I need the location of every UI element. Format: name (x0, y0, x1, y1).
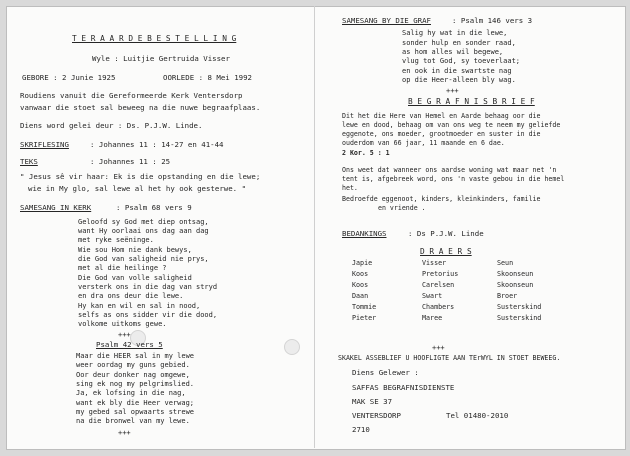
bearer-row (352, 269, 557, 280)
undertaker-phone: Tel 01480-2010 (446, 411, 509, 420)
bearer-relation: Susterskind (497, 303, 542, 311)
hymn-line: Die God van volle saligheid (78, 274, 192, 282)
thanks-label: BEDANKINGS (342, 229, 387, 238)
undertaker-town: VENTERSDORP (352, 411, 401, 420)
letter-line: Bedroefde eggenoot, kinders, kleinkinders, familie (342, 195, 541, 203)
hymn-line: want Hy oorlaai ons dag aan dag (78, 227, 209, 235)
bearer-surname: Pretorius (422, 270, 459, 278)
bearer-surname: Carelsen (422, 281, 455, 289)
text-label: TEKS (20, 157, 38, 166)
bearer-row (352, 258, 557, 269)
hymn-line: en ook in die swartste nag (402, 67, 512, 75)
bearer-relation: Seun (497, 259, 514, 267)
bearer-row (352, 302, 557, 313)
hymn-line: selfs as ons sidder vir die dood, (78, 311, 218, 319)
service-by-label: Diens Gelewer : (352, 368, 419, 377)
hymn-line: Wie sou Hom nie dank bewys, (78, 246, 192, 254)
hymn-line: Salig hy wat in die lewe, (402, 29, 508, 37)
bearer-relation: Skoonseun (497, 281, 534, 289)
death-date: OORLEDE : 8 Mei 1992 (163, 73, 252, 82)
bearer-first-name: Tommie (352, 303, 377, 311)
notice-line: Roudiens vanuit die Gereformeerde Kerk Ventersdorp (20, 91, 243, 100)
hymn-line: op die Heer-alleen bly wag. (402, 76, 516, 84)
hymn-line: met al die heilinge ? (78, 264, 167, 272)
hymn-line: na die bronwel van my lewe. (76, 417, 190, 425)
reading-value: : Johannes 11 : 14-27 en 41-44 (90, 140, 224, 149)
bearer-row (352, 291, 557, 302)
bearer-relation: Susterskind (497, 314, 542, 322)
hymn-line: die God van saligheid nie prys, (78, 255, 209, 263)
hymn-line: Geloofd sy God met diep ontsag, (78, 218, 209, 226)
grave-singing-label: SAMESANG BY DIE GRAF (342, 16, 431, 25)
hymn-line: sing ek nog my pelgrimslied. (76, 380, 195, 388)
fold-line (314, 6, 315, 448)
separator: +++ (118, 331, 131, 339)
undertaker-code: 2710 (352, 425, 370, 434)
scripture-ref: 2 Kor. 5 : 1 (342, 149, 390, 157)
bearer-relation: Skoonseun (497, 270, 534, 278)
separator: +++ (118, 429, 131, 437)
bearer-relation: Broer (497, 292, 518, 300)
grave-singing-value: : Psalm 146 vers 3 (452, 16, 533, 25)
hymn-line: want ek bly die Heer verwag; (76, 399, 195, 407)
notice-line: Diens word gelei deur : Ds. P.J.W. Linde. (20, 121, 203, 130)
bearer-first-name: Koos (352, 270, 369, 278)
letter-line: ouderdom van 66 jaar, 11 maande en 6 dae. (342, 139, 505, 147)
singing-label: SAMESANG IN KERK (20, 203, 92, 212)
bearer-surname: Visser (422, 259, 447, 267)
letter-line: Dit het die Here van Hemel en Aarde behaag oor die (342, 112, 541, 120)
hymn-line: Ja, ek lofsing in die nag, (76, 389, 186, 397)
hymn-line: versterk ons in die dag van stryd (78, 283, 218, 291)
letter-line: het. (342, 184, 358, 192)
undertaker-box: MAK SE 37 (352, 397, 393, 406)
bearer-first-name: Koos (352, 281, 369, 289)
text-value: : Johannes 11 : 25 (90, 157, 171, 166)
hymn-line: Oor deur donker nag omgewe, (76, 371, 190, 379)
letter-line: tent is, afgebreek word, ons 'n vaste gebou in die hemel (342, 175, 565, 183)
headlights-request: SKAKEL ASSEBLIEF U HOOFLIGTE AAN TErWYL IN STOET BEWEEG. (338, 354, 561, 362)
letter-line: lewe en dood, behaag om van ons weg te neem my geliefde (342, 121, 561, 129)
letter-line: Ons weet dat wanneer ons aardse woning wat maar net 'n (342, 166, 557, 174)
hymn-line: en dra ons deur die lewe. (78, 292, 184, 300)
birth-date: GEBORE : 2 Junie 1925 (22, 73, 116, 82)
thanks-value: : Ds P.J.W. Linde (408, 229, 484, 238)
bearer-first-name: Pieter (352, 314, 377, 322)
bearer-surname: Swart (422, 292, 443, 300)
hymn-line: Maar die HEER sal in my lewe (76, 352, 195, 360)
page-title: T E R A A R D E B E S T E L L I N G (72, 34, 237, 43)
bearer-surname: Chambers (422, 303, 455, 311)
bearers-title: D R A E R S (420, 247, 472, 256)
bearer-row (352, 280, 557, 291)
hymn-line: my gebed sal opwaarts strewe (76, 408, 195, 416)
deceased-name: Wyle : Luitjie Gertruida Visser (92, 54, 230, 63)
letter-line: eggenote, ons moeder, grootmoeder en suster in die (342, 130, 541, 138)
notice-line: vanwaar die stoet sal beweeg na die nuwe begraafplaas. (20, 103, 261, 112)
quote-line: " Jesus sê vir haar: Ek is die opstanding en die lewe; (20, 172, 261, 181)
letter-title: B E G R A F N I S B R I E F (408, 97, 535, 106)
separator: +++ (446, 87, 459, 95)
letter-line: en vriende . (378, 204, 426, 212)
singing-value: : Psalm 68 vers 9 (116, 203, 192, 212)
hymn-line: as hom alles wil begewe, (402, 48, 504, 56)
bearers-table (352, 258, 557, 324)
bearer-surname: Maree (422, 314, 443, 322)
hymn-line: met ryke seëninge. (78, 236, 154, 244)
hymn-line: Hy kan en wil en sal in nood, (78, 302, 201, 310)
bearer-first-name: Japie (352, 259, 373, 267)
undertaker-name: SAFFAS BEGRAFNISDIENSTE (352, 383, 455, 392)
hymn-line: volkome uitkoms gewe. (78, 320, 167, 328)
hymn-line: weer oordag my guns gebied. (76, 361, 190, 369)
punch-hole (284, 339, 300, 355)
bearer-row (352, 313, 557, 324)
quote-line: wie in My glo, sal lewe al het hy ook gesterwe. " (28, 184, 247, 193)
psalm-title: Psalm 42 vers 5 (96, 340, 163, 349)
separator: +++ (432, 344, 445, 352)
hymn-line: vlug tot God, sy toeverlaat; (402, 57, 521, 65)
bearer-first-name: Daan (352, 292, 369, 300)
reading-label: SKRIFLESING (20, 140, 69, 149)
hymn-line: sonder hulp en sonder raad, (402, 39, 516, 47)
